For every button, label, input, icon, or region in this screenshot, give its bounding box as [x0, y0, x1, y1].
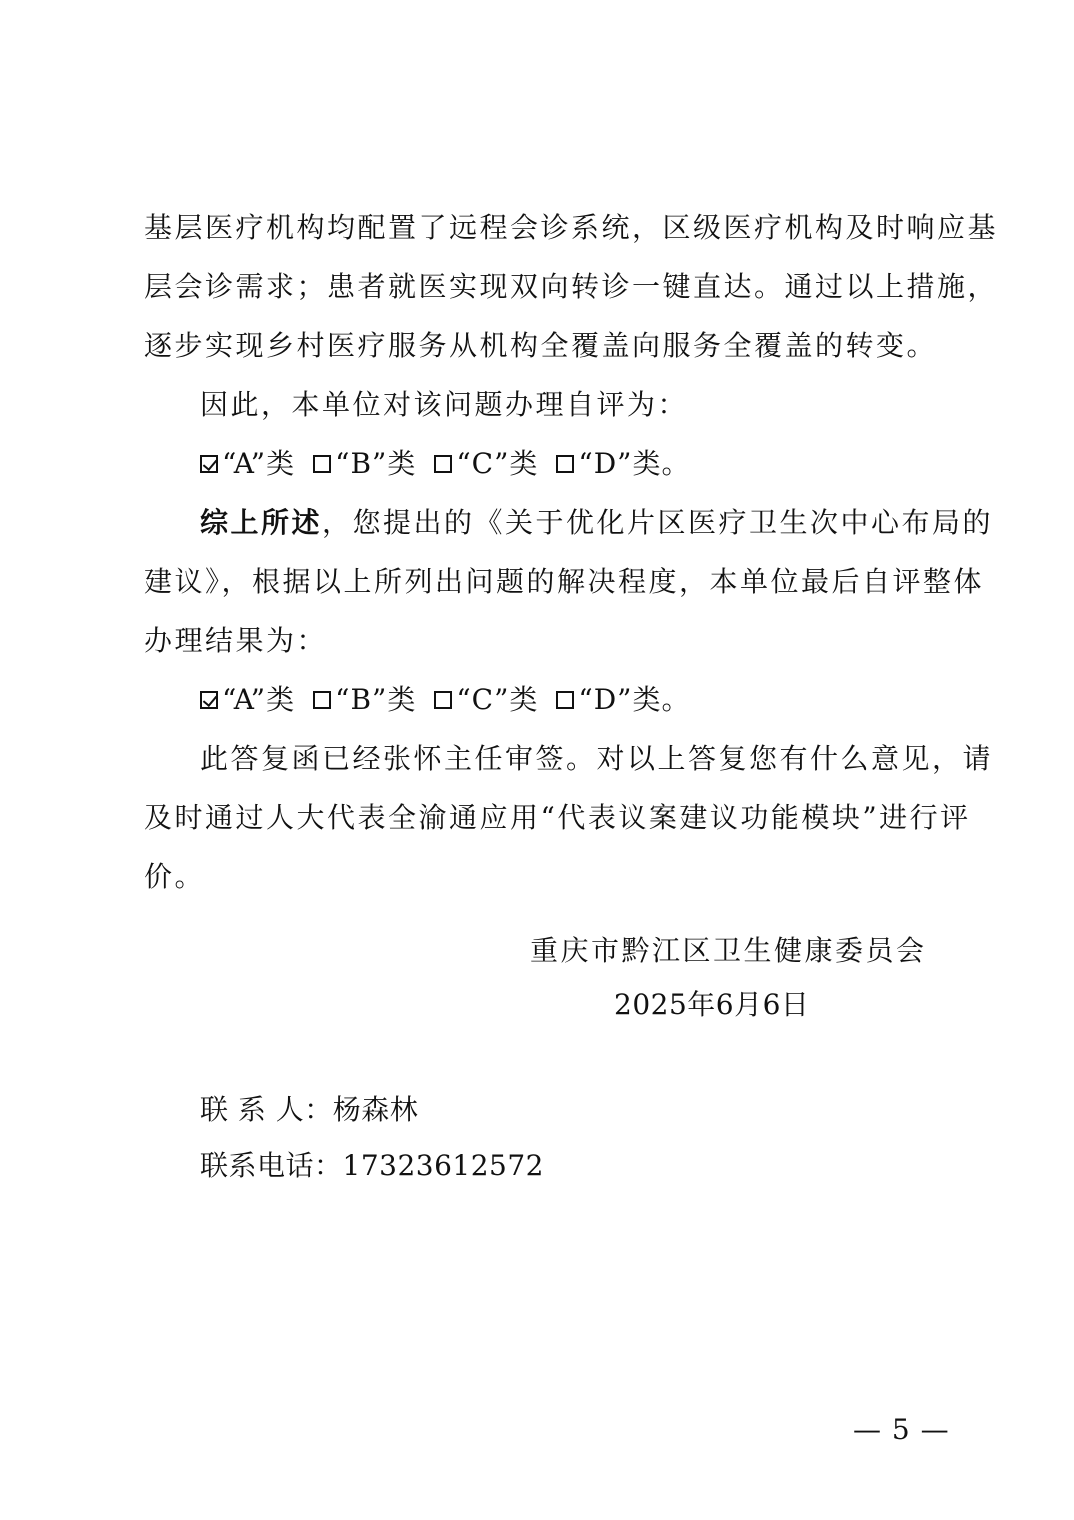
unchecked-box-icon: [313, 455, 331, 473]
contact-person: 联 系 人：杨森林: [200, 1093, 419, 1126]
unchecked-box-icon: [556, 691, 574, 709]
rating-option-a: “A”类: [222, 447, 296, 480]
signature-organization: 重庆市黔江区卫生健康委员会: [530, 934, 927, 967]
signature-date: 2025年6月6日: [614, 988, 810, 1021]
paragraph-line: 及时通过人大代表全渝通应用“代表议案建议功能模块”进行评: [144, 801, 971, 834]
unchecked-box-icon: [434, 455, 452, 473]
checked-box-icon: [200, 691, 218, 709]
rating-option-d: “D”类。: [578, 683, 691, 716]
summary-heading: 综上所述: [200, 506, 323, 539]
paragraph-line: 基层医疗机构均配置了远程会诊系统，区级医疗机构及时响应基: [144, 211, 999, 244]
paragraph-line: 价。: [144, 860, 206, 893]
rating-option-c: “C”类: [456, 683, 539, 716]
rating-options-2: [144, 670, 946, 729]
rating-option-c: “C”类: [456, 447, 539, 480]
self-evaluation-intro: 因此，本单位对该问题办理自评为：: [200, 388, 689, 421]
paragraph-line: 建议》，根据以上所列出问题的解决程度，本单位最后自评整体: [144, 565, 985, 598]
paragraph-line: 层会诊需求；患者就医实现双向转诊一键直达。通过以上措施，: [144, 270, 999, 303]
unchecked-box-icon: [556, 455, 574, 473]
contact-phone: 联系电话：17323612572: [200, 1149, 544, 1182]
page-number: — 5 —: [853, 1413, 950, 1446]
unchecked-box-icon: [434, 691, 452, 709]
paragraph-line: 逐步实现乡村医疗服务从机构全覆盖向服务全覆盖的转变。: [144, 329, 938, 362]
rating-option-a: “A”类: [222, 683, 296, 716]
rating-option-b: “B”类: [335, 683, 417, 716]
summary-paragraph-line: [144, 493, 994, 552]
checked-box-icon: [200, 455, 218, 473]
rating-option-d: “D”类。: [578, 447, 691, 480]
unchecked-box-icon: [313, 691, 331, 709]
summary-text: ，您提出的《关于优化片区医疗卫生次中心布局的: [322, 506, 994, 539]
paragraph-line: 办理结果为：: [144, 624, 328, 657]
paragraph-line: 此答复函已经张怀主任审签。对以上答复您有什么意见，请: [200, 742, 994, 775]
rating-options-1: [144, 434, 946, 493]
rating-option-b: “B”类: [335, 447, 417, 480]
document-body: [144, 198, 999, 906]
